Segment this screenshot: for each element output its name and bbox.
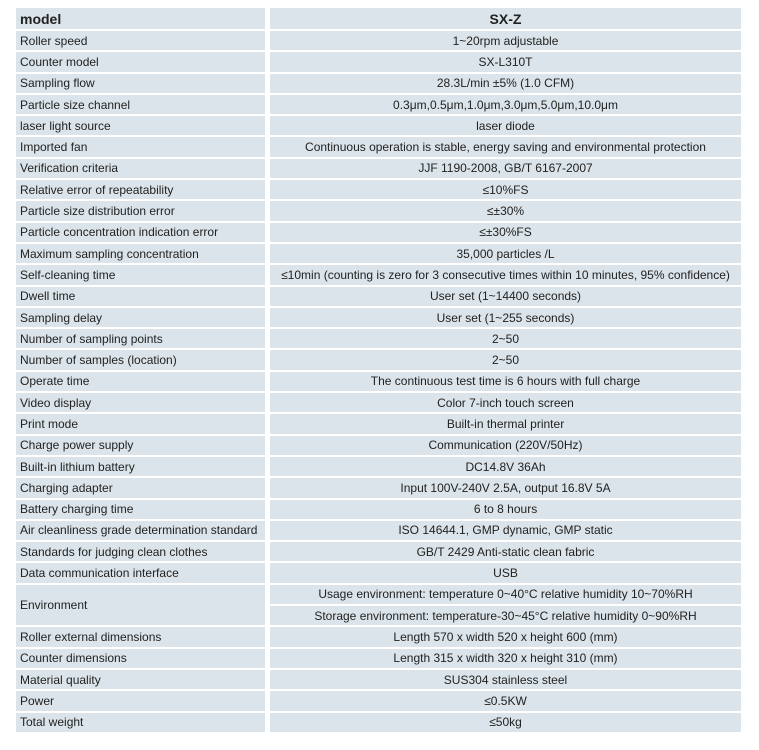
spec-label: laser light source bbox=[16, 116, 265, 135]
spec-label: Particle size distribution error bbox=[16, 201, 265, 220]
table-row bbox=[16, 31, 741, 50]
spec-label: Number of sampling points bbox=[16, 329, 265, 348]
table-row bbox=[16, 393, 741, 412]
spec-label: Dwell time bbox=[16, 287, 265, 306]
spec-label: Operate time bbox=[16, 372, 265, 391]
spec-value: laser diode bbox=[270, 116, 741, 135]
table-row bbox=[16, 414, 741, 433]
spec-value: ≤10%FS bbox=[270, 180, 741, 199]
table-row bbox=[16, 478, 741, 497]
spec-value: USB bbox=[270, 563, 741, 582]
spec-label: Counter dimensions bbox=[16, 649, 265, 668]
spec-label: Counter model bbox=[16, 52, 265, 71]
spec-value: GB/T 2429 Anti-static clean fabric bbox=[270, 542, 741, 561]
spec-rows-group-2 bbox=[16, 627, 741, 731]
spec-value: SX-L310T bbox=[270, 52, 741, 71]
spec-label: Relative error of repeatability bbox=[16, 180, 265, 199]
table-row bbox=[16, 244, 741, 263]
environment-row bbox=[16, 585, 741, 626]
spec-label: Imported fan bbox=[16, 137, 265, 156]
table-row bbox=[16, 372, 741, 391]
header-model: SX-Z bbox=[270, 8, 741, 29]
spec-label: Charging adapter bbox=[16, 478, 265, 497]
table-row bbox=[16, 350, 741, 369]
spec-value: Communication (220V/50Hz) bbox=[270, 436, 741, 455]
spec-label: Sampling flow bbox=[16, 74, 265, 93]
spec-label: Power bbox=[16, 691, 265, 710]
spec-label: Battery charging time bbox=[16, 500, 265, 519]
spec-value: 6 to 8 hours bbox=[270, 500, 741, 519]
table-row bbox=[16, 457, 741, 476]
spec-label: Roller external dimensions bbox=[16, 627, 265, 646]
spec-label: Sampling delay bbox=[16, 308, 265, 327]
table-row bbox=[16, 500, 741, 519]
table-row bbox=[16, 436, 741, 455]
table-row bbox=[16, 521, 741, 540]
table-row bbox=[16, 137, 741, 156]
spec-value: Length 315 x width 320 x height 310 (mm) bbox=[270, 649, 741, 668]
table-row bbox=[16, 201, 741, 220]
table-row bbox=[16, 627, 741, 646]
spec-label: Total weight bbox=[16, 713, 265, 732]
spec-value: Built-in thermal printer bbox=[270, 414, 741, 433]
spec-label: Verification criteria bbox=[16, 159, 265, 178]
table-row bbox=[16, 116, 741, 135]
spec-label: Material quality bbox=[16, 670, 265, 689]
spec-value: 2~50 bbox=[270, 329, 741, 348]
table-row bbox=[16, 670, 741, 689]
spec-label: Particle concentration indication error bbox=[16, 223, 265, 242]
table-row bbox=[16, 649, 741, 668]
spec-label: Air cleanliness grade determination standard bbox=[16, 521, 265, 540]
table-row bbox=[16, 52, 741, 71]
spec-value: ISO 14644.1, GMP dynamic, GMP static bbox=[270, 521, 741, 540]
table-header-row bbox=[16, 8, 741, 29]
spec-label: Data communication interface bbox=[16, 563, 265, 582]
spec-label: Self-cleaning time bbox=[16, 265, 265, 284]
table-row bbox=[16, 287, 741, 306]
table-row bbox=[16, 563, 741, 582]
spec-value: 0.3μm,0.5μm,1.0μm,3.0μm,5.0μm,10.0μm bbox=[270, 95, 741, 114]
storage-environment: Storage environment: temperature-30~45°C relative humidity 0~90%RH bbox=[270, 606, 741, 625]
spec-value: 35,000 particles /L bbox=[270, 244, 741, 263]
table-row bbox=[16, 223, 741, 242]
table-row bbox=[16, 180, 741, 199]
table-row bbox=[16, 308, 741, 327]
table-row bbox=[16, 95, 741, 114]
spec-rows-group bbox=[16, 31, 741, 583]
spec-value: ≤10min (counting is zero for 3 consecutive times within 10 minutes, 95% confidence) bbox=[270, 265, 741, 284]
spec-label: Roller speed bbox=[16, 31, 265, 50]
table-row bbox=[16, 265, 741, 284]
spec-label: Charge power supply bbox=[16, 436, 265, 455]
table-row bbox=[16, 329, 741, 348]
spec-value: User set (1~14400 seconds) bbox=[270, 287, 741, 306]
environment-label: Environment bbox=[16, 585, 265, 626]
spec-label: Particle size channel bbox=[16, 95, 265, 114]
spec-value: 2~50 bbox=[270, 350, 741, 369]
spec-value: Input 100V-240V 2.5A, output 16.8V 5A bbox=[270, 478, 741, 497]
spec-label: Number of samples (location) bbox=[16, 350, 265, 369]
spec-label: Video display bbox=[16, 393, 265, 412]
spec-value: ≤±30%FS bbox=[270, 223, 741, 242]
table-row bbox=[16, 74, 741, 93]
environment-values bbox=[270, 585, 741, 626]
table-row bbox=[16, 691, 741, 710]
spec-label: Standards for judging clean clothes bbox=[16, 542, 265, 561]
spec-value: DC14.8V 36Ah bbox=[270, 457, 741, 476]
spec-table bbox=[16, 8, 741, 734]
table-row bbox=[16, 542, 741, 561]
spec-value: JJF 1190-2008, GB/T 6167-2007 bbox=[270, 159, 741, 178]
usage-environment: Usage environment: temperature 0~40°C relative humidity 10~70%RH bbox=[270, 585, 741, 604]
table-row bbox=[16, 159, 741, 178]
spec-label: Print mode bbox=[16, 414, 265, 433]
header-label: model bbox=[16, 8, 265, 29]
spec-value: The continuous test time is 6 hours with full charge bbox=[270, 372, 741, 391]
spec-value: SUS304 stainless steel bbox=[270, 670, 741, 689]
spec-value: ≤50kg bbox=[270, 713, 741, 732]
spec-value: ≤0.5KW bbox=[270, 691, 741, 710]
spec-value: Length 570 x width 520 x height 600 (mm) bbox=[270, 627, 741, 646]
spec-label: Maximum sampling concentration bbox=[16, 244, 265, 263]
spec-value: ≤±30% bbox=[270, 201, 741, 220]
spec-value: 1~20rpm adjustable bbox=[270, 31, 741, 50]
spec-value: Color 7-inch touch screen bbox=[270, 393, 741, 412]
spec-value: 28.3L/min ±5% (1.0 CFM) bbox=[270, 74, 741, 93]
spec-label: Built-in lithium battery bbox=[16, 457, 265, 476]
table-row bbox=[16, 713, 741, 732]
spec-value: User set (1~255 seconds) bbox=[270, 308, 741, 327]
spec-value: Continuous operation is stable, energy saving and environmental protection bbox=[270, 137, 741, 156]
